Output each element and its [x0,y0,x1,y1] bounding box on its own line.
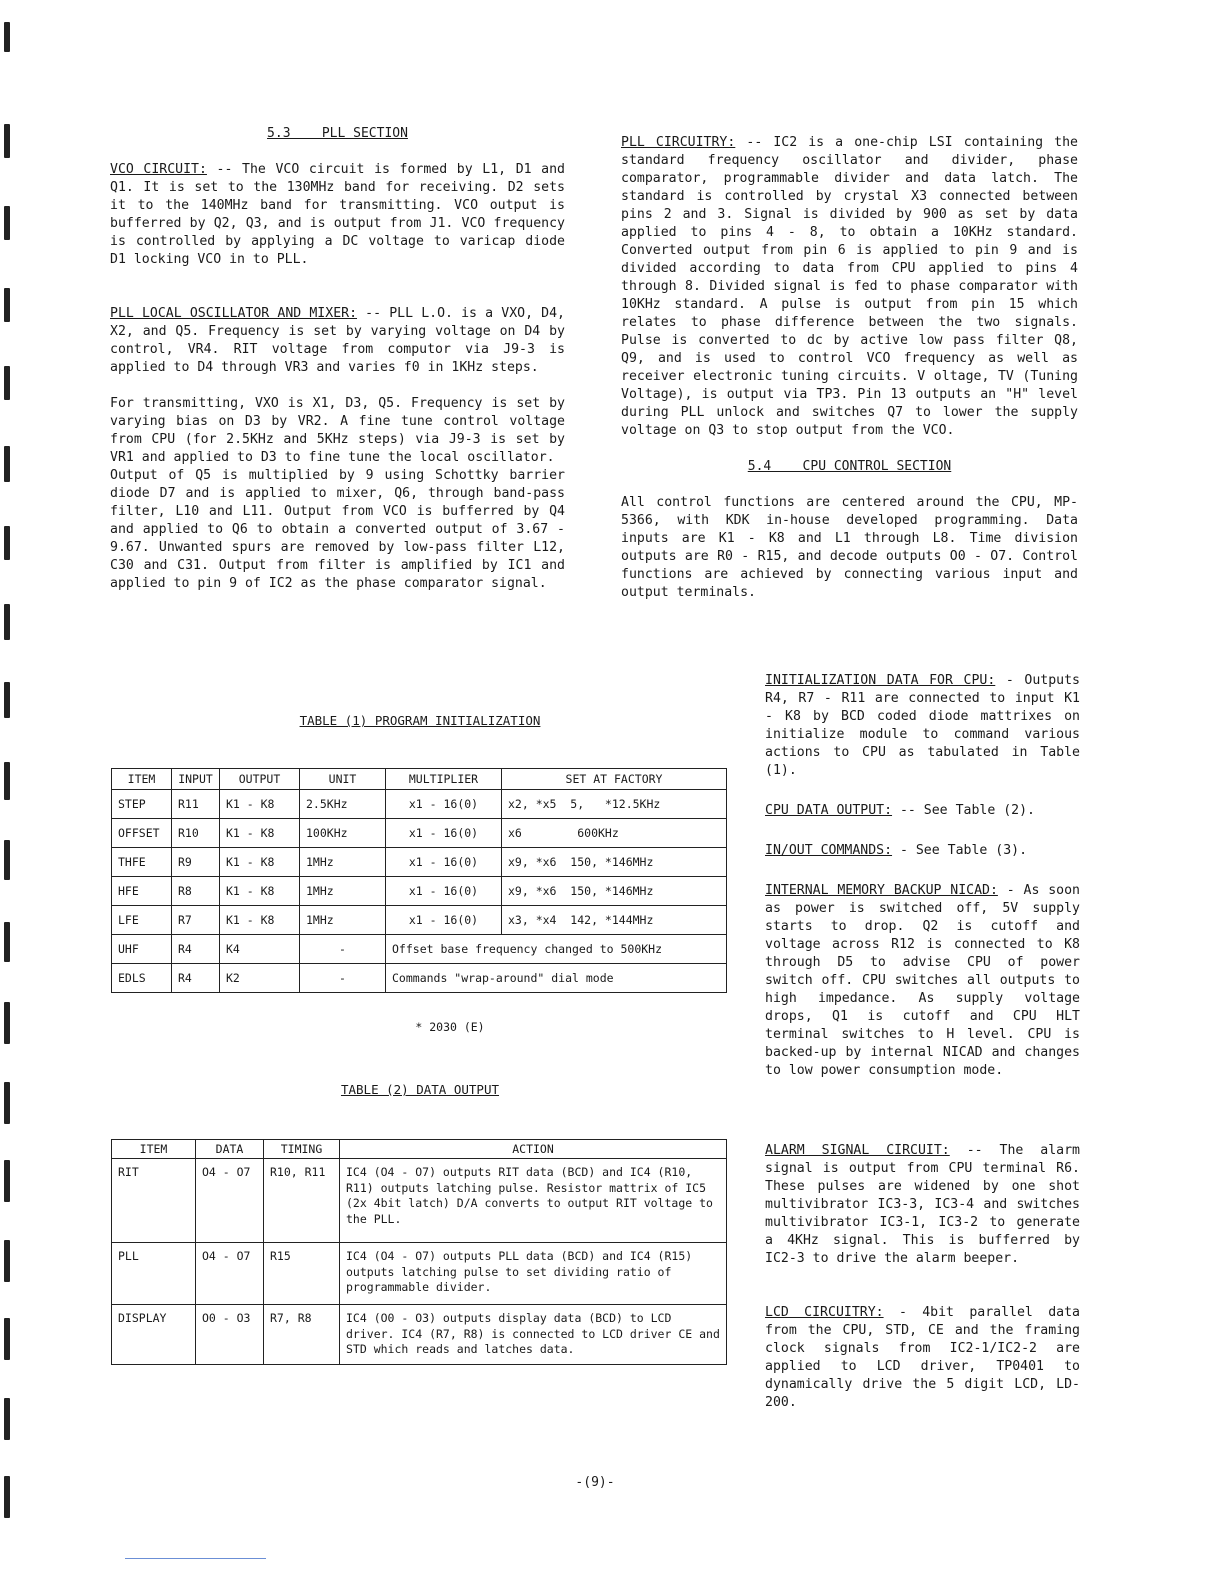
table-cell: O4 - O7 [196,1159,264,1243]
cpu-paragraph: All control functions are centered around the CPU, MP-5366, with KDK in-house developed programming. Data inputs are K1 - K8 and L1 through L8. Time division outputs are R0 - R15, and decode outputs O0 - O7. Control functions are achieved by connecting various input and output terminals. [621,495,1078,600]
right-column-lower [765,672,1080,1080]
table-cell: R10, R11 [264,1159,340,1243]
table-cell: R11 [172,790,220,819]
vco-paragraph [110,161,565,269]
table-cell: K1 - K8 [220,906,300,935]
punch-mark [4,366,10,400]
table2-header: DATA [196,1140,264,1159]
lcd-paragraph [765,1304,1080,1412]
table1-footnote: * 2030 (E) [415,1020,485,1034]
table-row [112,819,727,848]
punch-mark [4,762,10,800]
lo-paragraph [110,305,565,377]
table-cell: R10 [172,819,220,848]
punch-mark [4,1002,10,1044]
table-cell: x6 600KHz [502,819,727,848]
table-cell: R4 [172,964,220,993]
inout-body: - See Table (3). [892,843,1028,858]
table-cell: R8 [172,877,220,906]
punch-mark [4,22,10,52]
punch-mark [4,526,10,560]
dataout-title: CPU DATA OUTPUT: [765,803,893,818]
table-cell: 100KHz [300,819,386,848]
table2-caption: TABLE (2) DATA OUTPUT [340,1082,500,1097]
table-row [112,877,727,906]
table1-header-row [112,769,727,790]
table1-header: OUTPUT [220,769,300,790]
section-heading-cpu: 5.4 CPU CONTROL SECTION [747,459,952,474]
table-cell: K1 - K8 [220,790,300,819]
table-cell: K1 - K8 [220,848,300,877]
alarm-body: -- The alarm signal is output from CPU terminal R6. These pulses are widened by one shot multivibrator IC3-3, IC3-4 and switches multivibrator IC3-1, IC3-2 to generate a 4KHz signal. This is bufferred by IC2-3 to drive the alarm beeper. [765,1143,1080,1266]
lo-body: -- PLL L.O. is a VXO, D4, X2, and Q5. Frequency is set by varying voltage on D4 by control, VR4. RIT voltage from computor via J9-3 is applied to D4 through VR3 and varies f0 in 1KHz steps. [110,306,565,375]
punch-mark [4,1476,10,1518]
alarm-paragraph [765,1142,1080,1268]
section-heading-pll: 5.3 PLL SECTION [267,126,408,141]
table-cell: HFE [112,877,172,906]
table-cell: Offset base frequency changed to 500KHz [386,935,727,964]
table-row [112,1243,727,1305]
dataout-body: -- See Table (2). [892,803,1035,818]
table2 [111,1139,727,1365]
punch-mark [4,288,10,322]
table-cell: Commands "wrap-around" dial mode [386,964,727,993]
table1-header: MULTIPLIER [386,769,502,790]
table-cell: 2.5KHz [300,790,386,819]
table-cell: x1 - 16(0) [386,848,502,877]
table-cell: OFFSET [112,819,172,848]
table2-header: ACTION [340,1140,727,1159]
table-cell: R7, R8 [264,1305,340,1365]
table-row [112,964,727,993]
init-body: - Outputs R4, R7 - R11 are connected to input K1 - K8 by BCD coded diode mattrixes on initialize module to command various actions to CPU as tabulated in Table (1). [765,673,1080,778]
table-cell: K1 - K8 [220,877,300,906]
table-cell: - [300,935,386,964]
table-cell: PLL [112,1243,196,1305]
table-cell: K1 - K8 [220,819,300,848]
pll-paragraph [621,134,1078,440]
punch-mark [4,1398,10,1440]
left-column [110,125,565,593]
punch-mark [4,1082,10,1124]
punch-mark [4,446,10,482]
table1-header: ITEM [112,769,172,790]
punch-mark [4,1318,10,1360]
table-cell: K2 [220,964,300,993]
table-cell: x9, *x6 150, *146MHz [502,877,727,906]
table-cell: 1MHz [300,906,386,935]
table-cell: R15 [264,1243,340,1305]
punch-mark [4,1240,10,1282]
table-cell: 1MHz [300,848,386,877]
table1-header: INPUT [172,769,220,790]
table2-header: ITEM [112,1140,196,1159]
table-cell: x9, *x6 150, *146MHz [502,848,727,877]
table-cell: O0 - O3 [196,1305,264,1365]
table-row [112,790,727,819]
init-paragraph [765,672,1080,780]
punch-mark [4,124,10,158]
table-cell: 1MHz [300,877,386,906]
table1-header: SET AT FACTORY [502,769,727,790]
vco-body: -- The VCO circuit is formed by L1, D1 and Q1. It is set to the 130MHz band for receiving. D2 sets it to the 140MHz band for transmitting. VCO output is bufferred by Q2, Q3, and is output from J1. VCO frequency is controlled by applying a DC voltage to varicap diode D1 locking VCO in to PLL. [110,162,566,267]
table-cell: LFE [112,906,172,935]
pll-body: -- IC2 is a one-chip LSI containing the standard frequency oscillator and divider, phase comparator, programmable divider and data latch. The standard is controlled by crystal X3 connected between pins 2 and 3. Signal is divided by 900 as set by data applied to pins 4 - 8, to obtain a 10KHz standard. Converted output from pin 6 is applied to pin 9 and is divided according to data from CPU applied to pins 4 through 8. Divided signal is fed to phase comparator with 10KHz standard. A pulse is output from pin 15 which relates to phase difference between the two signals. Pulse is converted to dc by active low pass filter Q8, Q9, and is used to control VCO frequency as well as receiver electronic tuning circuits. V oltage, TV (Tuning Voltage), is output via TP3. Pin 13 outputs an "H" level during PLL unlock and switches Q7 to lower the supply voltage on Q3 to stop output from the VCO. [621,135,1078,438]
page-number: -(9)- [575,1475,615,1490]
output-paragraph: Output of Q5 is multiplied by 9 using Schottky barrier diode D7 and is applied to mixer, Q6, through band-pass filter, L10 and L11. Output from VCO is bufferred by Q4 and applied to Q6 to obtain a converted output of 3.67 - 9.67. Unwanted spurs are removed by low-pass filter L12, C30 and C31. Output from filter is amplified by IC1 and applied to pin 9 of IC2 as the phase comparator signal. [110,468,565,591]
punch-mark [4,922,10,962]
table-cell: RIT [112,1159,196,1243]
punch-mark [4,682,10,718]
punch-mark [4,1160,10,1202]
lcd-title: LCD CIRCUITRY: [765,1305,884,1320]
table-cell: R9 [172,848,220,877]
table-cell: - [300,964,386,993]
table-row [112,1305,727,1365]
nicad-paragraph [765,882,1080,1080]
table-cell: EDLS [112,964,172,993]
lcd-body: - 4bit parallel data from the CPU, STD, CE and the framing clock signals from IC2-1/IC2-2 are applied to LCD driver, TP0401 to dynamically drive the 5 digit LCD, LD-200. [765,1305,1080,1410]
table-cell: x1 - 16(0) [386,819,502,848]
table2-header: TIMING [264,1140,340,1159]
right-column-top [621,134,1078,602]
table1 [111,768,727,993]
tx-paragraph: For transmitting, VXO is X1, D3, Q5. Frequency is set by varying bias on D3 by VR2. A fine tune control voltage from CPU (for 2.5KHz and 5KHz steps) via J9-3 is set by VR1 and applied to D3 to fine tune the local oscillator. [110,396,565,465]
table2-header-row [112,1140,727,1159]
pll-title: PLL CIRCUITRY: [621,135,736,150]
right-column-bottom [765,1142,1080,1412]
nicad-title: INTERNAL MEMORY BACKUP NICAD: [765,883,998,898]
table-cell: x1 - 16(0) [386,906,502,935]
table-cell: R4 [172,935,220,964]
table-cell: THFE [112,848,172,877]
table-cell: x1 - 16(0) [386,790,502,819]
punch-mark [4,604,10,640]
table1-caption: TABLE (1) PROGRAM INITIALIZATION [299,713,541,728]
table-row [112,1159,727,1243]
table-cell: IC4 (O4 - O7) outputs RIT data (BCD) and IC4 (R10, R11) outputs latching pulse. Resistor mattrix of IC5 (2x 4bit latch) D/A converts to output RIT voltage to the PLL. [340,1159,727,1243]
table-cell: x1 - 16(0) [386,877,502,906]
vco-title: VCO CIRCUIT: [110,162,207,177]
table-cell: O4 - O7 [196,1243,264,1305]
punch-mark [4,840,10,880]
table-cell: x3, *x4 142, *144MHz [502,906,727,935]
inout-title: IN/OUT COMMANDS: [765,843,893,858]
inout-paragraph [765,842,1080,860]
dataout-paragraph [765,802,1080,820]
table-cell: R7 [172,906,220,935]
table-row [112,935,727,964]
punch-mark [4,206,10,240]
table-cell: STEP [112,790,172,819]
table-cell: UHF [112,935,172,964]
init-title: INITIALIZATION DATA FOR CPU: [765,673,996,688]
table-cell: DISPLAY [112,1305,196,1365]
table-cell: x2, *x5 5, *12.5KHz [502,790,727,819]
table-cell: K4 [220,935,300,964]
lo-title: PLL LOCAL OSCILLATOR AND MIXER: [110,306,358,321]
table-cell: IC4 (O4 - O7) outputs PLL data (BCD) and IC4 (R15) outputs latching pulse to set dividing ratio of programmable divider. [340,1243,727,1305]
table1-header: UNIT [300,769,386,790]
alarm-title: ALARM SIGNAL CIRCUIT: [765,1143,950,1158]
table-row [112,848,727,877]
table-cell: IC4 (O0 - O3) outputs display data (BCD) to LCD driver. IC4 (R7, R8) is connected to LCD driver CE and STD which reads and latches data. [340,1305,727,1365]
bottom-rule [125,1558,266,1559]
nicad-body: - As soon as power is switched off, 5V supply starts to drop. Q2 is cutoff and voltage across R12 is connected to K8 through D5 to advise CPU of power switch off. CPU switches all outputs to high impedance. As supply voltage drops, Q1 is cutoff and CPU HLT terminal switches to H level. CPU is backed-up by internal NICAD and changes to low power consumption mode. [765,883,1080,1078]
table-row [112,906,727,935]
